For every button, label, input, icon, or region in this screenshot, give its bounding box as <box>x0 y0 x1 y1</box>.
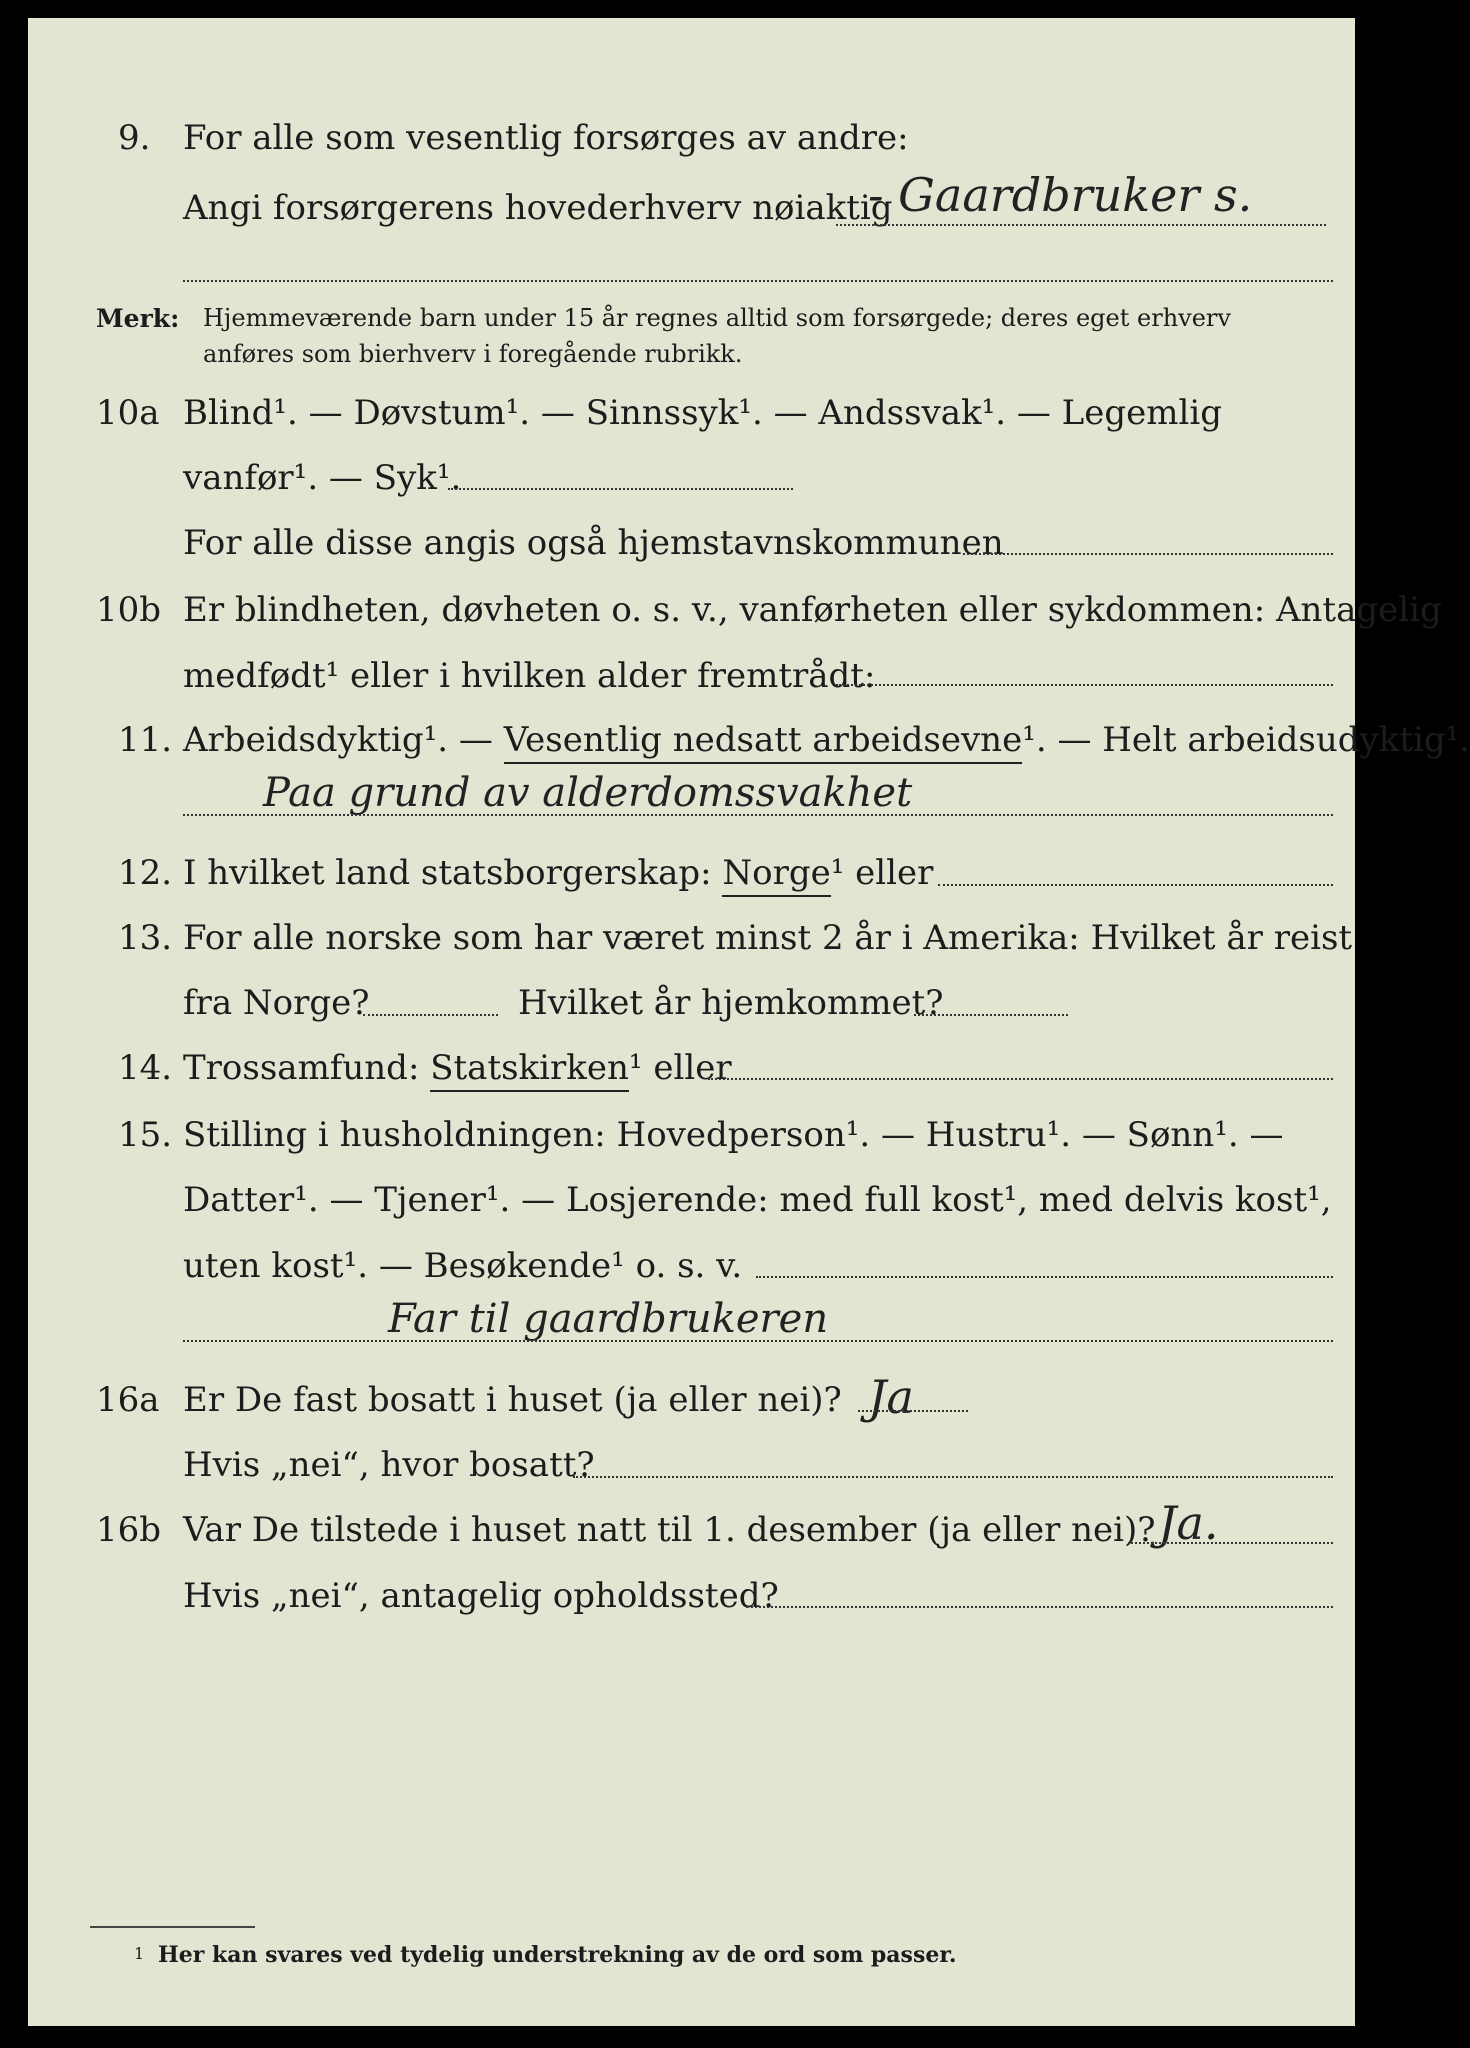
footnote-rule <box>90 1926 255 1928</box>
q15-line1: Stilling i husholdningen: Hovedperson¹. — Hustru¹. — Sønn¹. — <box>183 1115 1284 1155</box>
q11-number: 11. <box>118 720 173 760</box>
q14-post: ¹ eller <box>628 1048 732 1088</box>
q12-post: ¹ eller <box>830 853 934 893</box>
q14-number: 14. <box>118 1048 173 1088</box>
q11-underlined-option: Vesentlig nedsatt arbeidsevne <box>504 720 1022 764</box>
form-page <box>28 18 1470 2026</box>
q10b-number: 10b <box>96 590 162 630</box>
q15-dotted-line-2 <box>183 1340 1333 1342</box>
q10a-dotted-line-1 <box>448 488 793 490</box>
q13-line2a: fra Norge? <box>183 983 370 1023</box>
q11-pre: Arbeidsdyktig¹. — <box>183 720 504 760</box>
q12-underlined-option: Norge <box>722 853 830 897</box>
q14-dotted-line <box>708 1078 1333 1080</box>
q12-line <box>183 853 933 893</box>
q10b-dotted-line <box>836 684 1333 686</box>
q15-dotted-line-1 <box>756 1276 1333 1278</box>
q16b-line2: Hvis „nei“, antagelig opholdssted? <box>183 1576 779 1616</box>
q12-pre: I hvilket land statsborgerskap: <box>183 853 723 893</box>
q13-dotted-line-1 <box>363 1014 498 1016</box>
q9-number: 9. <box>118 118 151 158</box>
q16a-dotted-line-1 <box>858 1410 968 1412</box>
q16b-dotted-line-1 <box>1128 1542 1333 1544</box>
q12-dotted-line <box>938 884 1333 886</box>
q15-line2: Datter¹. — Tjener¹. — Losjerende: med full kost¹, med delvis kost¹, <box>183 1180 1332 1220</box>
q10b-line2: medfødt¹ eller i hvilken alder fremtrådt: <box>183 656 876 696</box>
q9-dotted-line <box>836 224 1326 226</box>
q16a-number: 16a <box>96 1380 160 1420</box>
q16a-line1: Er De fast bosatt i huset (ja eller nei)? <box>183 1380 842 1420</box>
q15-answer-handwriting: Far til gaardbrukeren <box>388 1296 829 1342</box>
q16b-dotted-line-2 <box>746 1606 1333 1608</box>
q13-number: 13. <box>118 918 173 958</box>
q15-number: 15. <box>118 1115 173 1155</box>
q16a-line2: Hvis „nei“, hvor bosatt? <box>183 1445 595 1485</box>
q16b-answer-handwriting: Ja. <box>1158 1496 1219 1550</box>
q13-line1: For alle norske som har været minst 2 år i Amerika: Hvilket år reist <box>183 918 1353 958</box>
merk-line1: Hjemmeværende barn under 15 år regnes alltid som forsørgede; deres eget erhverv <box>203 304 1231 332</box>
q11-answer-handwriting: Paa grund av alderdomssvakhet <box>263 770 913 816</box>
q16b-number: 16b <box>96 1510 162 1550</box>
q11-post: ¹. — Helt arbeidsudyktig¹. <box>1022 720 1470 760</box>
q14-line <box>183 1048 732 1088</box>
q13-dotted-line-2 <box>914 1014 1068 1016</box>
q9-line1: For alle som vesentlig forsørges av andre: <box>183 118 909 158</box>
q9-answer-handwriting: - Gaardbruker s. <box>868 168 1253 222</box>
q11-dotted-line <box>183 814 1333 816</box>
q14-pre: Trossamfund: <box>183 1048 431 1088</box>
q10a-line2: vanfør¹. — Syk¹. <box>183 458 462 498</box>
footnote-mark: 1 <box>134 1944 145 1963</box>
q12-number: 12. <box>118 853 173 893</box>
q16a-dotted-line-2 <box>573 1476 1333 1478</box>
q10a-line3: For alle disse angis også hjemstavnskommunen <box>183 523 1004 563</box>
q16b-line1: Var De tilstede i huset natt til 1. desember (ja eller nei)? <box>183 1510 1156 1550</box>
q15-line3: uten kost¹. — Besøkende¹ o. s. v. <box>183 1246 743 1286</box>
q13-line2b: Hvilket år hjemkommet? <box>518 983 944 1023</box>
merk-label: Merk: <box>96 304 180 333</box>
q16a-answer-handwriting: Ja <box>868 1370 914 1424</box>
q11-line1 <box>183 720 1470 760</box>
q9-line2: Angi forsørgerens hovederhverv nøiaktig <box>183 188 893 228</box>
q9-dotted-line-2 <box>183 280 1333 282</box>
footnote-text: Her kan svares ved tydelig understrekning av de ord som passer. <box>158 1942 957 1968</box>
q10a-line1: Blind¹. — Døvstum¹. — Sinnssyk¹. — Andssvak¹. — Legemlig <box>183 393 1222 433</box>
q10a-dotted-line-2 <box>963 553 1333 555</box>
merk-line2: anføres som bierhverv i foregående rubrikk. <box>203 340 743 368</box>
q10b-line1: Er blindheten, døvheten o. s. v., vanførheten eller sykdommen: Antagelig <box>183 590 1442 630</box>
q14-underlined-option: Statskirken <box>430 1048 629 1092</box>
q10a-number: 10a <box>96 393 160 433</box>
